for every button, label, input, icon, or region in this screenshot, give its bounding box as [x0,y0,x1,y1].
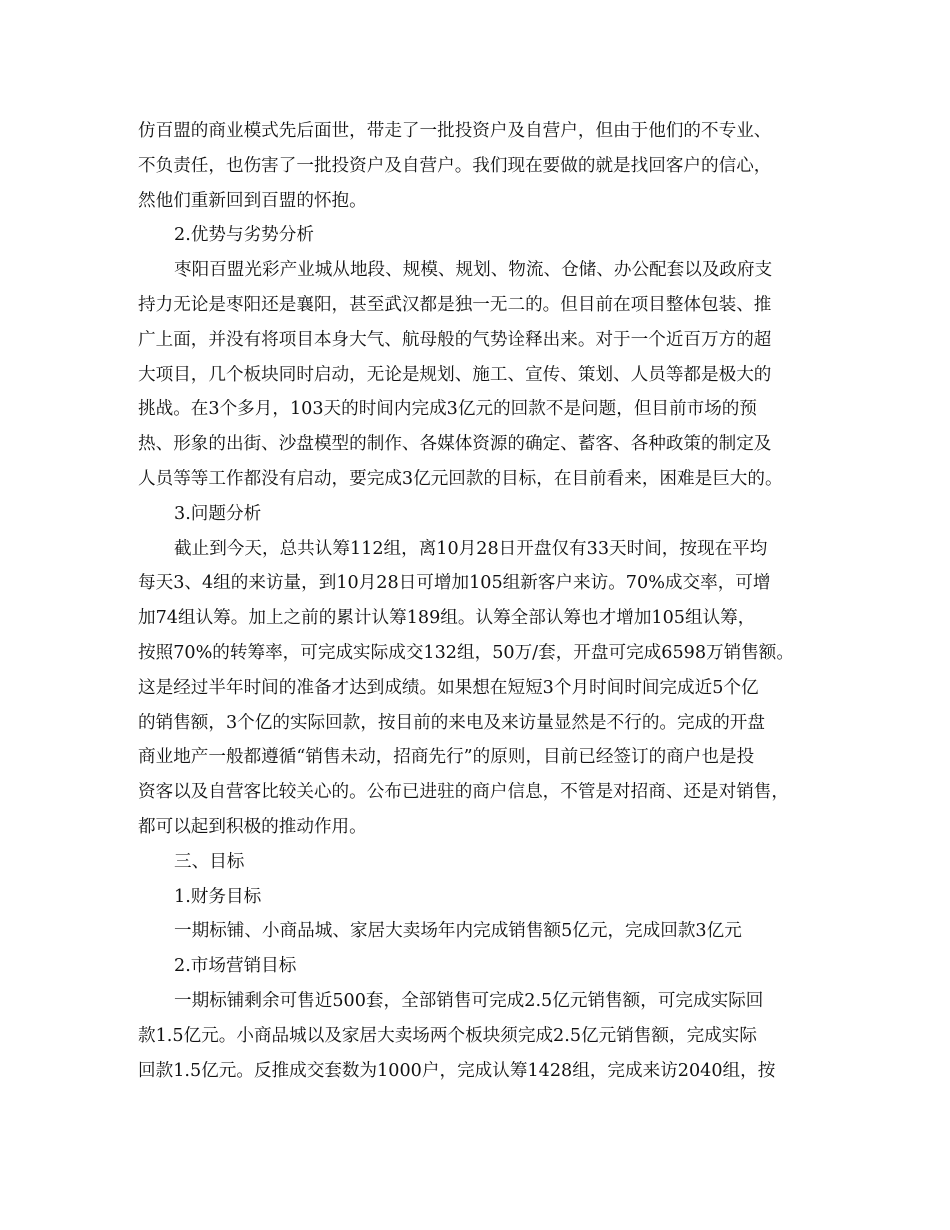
section-heading: 1.财务目标 [174,886,262,907]
paragraph-line: 每天3、4组的来访量，到10月28日可增加105组新客户来访。70%成交率，可增 [138,573,771,594]
paragraph-line: 不负责任，也伤害了一批投资户及自营户。我们现在要做的就是找回客户的信心， [138,155,772,176]
paragraph-line: 一期标铺剩余可售近500套，全部销售可完成2.5亿元销售额，可完成实际回 [174,990,764,1011]
section-heading: 2.优势与劣势分析 [174,225,314,246]
section-heading: 2.市场营销目标 [174,956,297,977]
paragraph-line: 一期标铺、小商品城、家居大卖场年内完成销售额5亿元，完成回款3亿元 [174,921,742,942]
paragraph-line: 按照70%的转筹率，可完成实际成交132组，50万/套，开盘可完成6598万销售额。 [138,642,794,663]
paragraph-line: 枣阳百盟光彩产业城从地段、规模、规划、物流、仓储、办公配套以及政府支 [174,260,773,281]
paragraph-line: 都可以起到积极的推动作用。 [138,816,367,837]
paragraph-line: 这是经过半年时间的准备才达到成绩。如果想在短短3个月时间时间完成近5个亿 [138,677,759,698]
paragraph-line: 商业地产一般都遵循“销售未动，招商先行”的原则，目前已经签订的商户也是投 [138,747,755,768]
paragraph-line: 仿百盟的商业模式先后面世，带走了一批投资户及自营户，但由于他们的不专业、 [138,121,772,141]
document-body [138,114,828,1088]
paragraph-line: 热、形象的出街、沙盘模型的制作、各媒体资源的确定、蓄客、各种政策的制定及 [138,434,772,455]
paragraph-line: 截止到今天，总共认筹112组，离10月28日开盘仅有33天时间，按现在平均 [174,538,768,559]
paragraph-line: 回款1.5亿元。反推成交套数为1000户，完成认筹1428组，完成来访2040组，按 [138,1060,776,1081]
section-heading: 三、目标 [174,851,245,872]
paragraph-line: 加74组认筹。加上之前的累计认筹189组。认筹全部认筹也才增加105组认筹， [138,608,756,629]
paragraph-line: 的销售额，3个亿的实际回款，按目前的来电及来访量显然是不行的。完成的开盘 [138,712,765,733]
paragraph-line: 然他们重新回到百盟的怀抱。 [138,190,367,211]
paragraph-line: 人员等等工作都没有启动，要完成3亿元回款的目标，在目前看来，困难是巨大的。 [138,468,783,489]
paragraph-line: 资客以及自营客比较关心的。公布已进驻的商户信息，不管是对招商、还是对销售， [138,782,789,803]
paragraph-line: 挑战。在3个多月，103天的时间内完成3亿元的回款不是问题，但目前市场的预 [138,399,757,420]
paragraph-line: 持力无论是枣阳还是襄阳，甚至武汉都是独一无二的。但目前在项目整体包装、推 [138,294,772,315]
paragraph-line: 款1.5亿元。小商品城以及家居大卖场两个板块须完成2.5亿元销售额，完成实际 [138,1025,757,1046]
paragraph-line: 大项目，几个板块同时启动，无论是规划、施工、宣传、策划、人员等都是极大的 [138,364,772,385]
paragraph-line: 广上面，并没有将项目本身大气、航母般的气势诠释出来。对于一个近百万方的超 [138,329,772,350]
section-heading: 3.问题分析 [174,503,262,524]
